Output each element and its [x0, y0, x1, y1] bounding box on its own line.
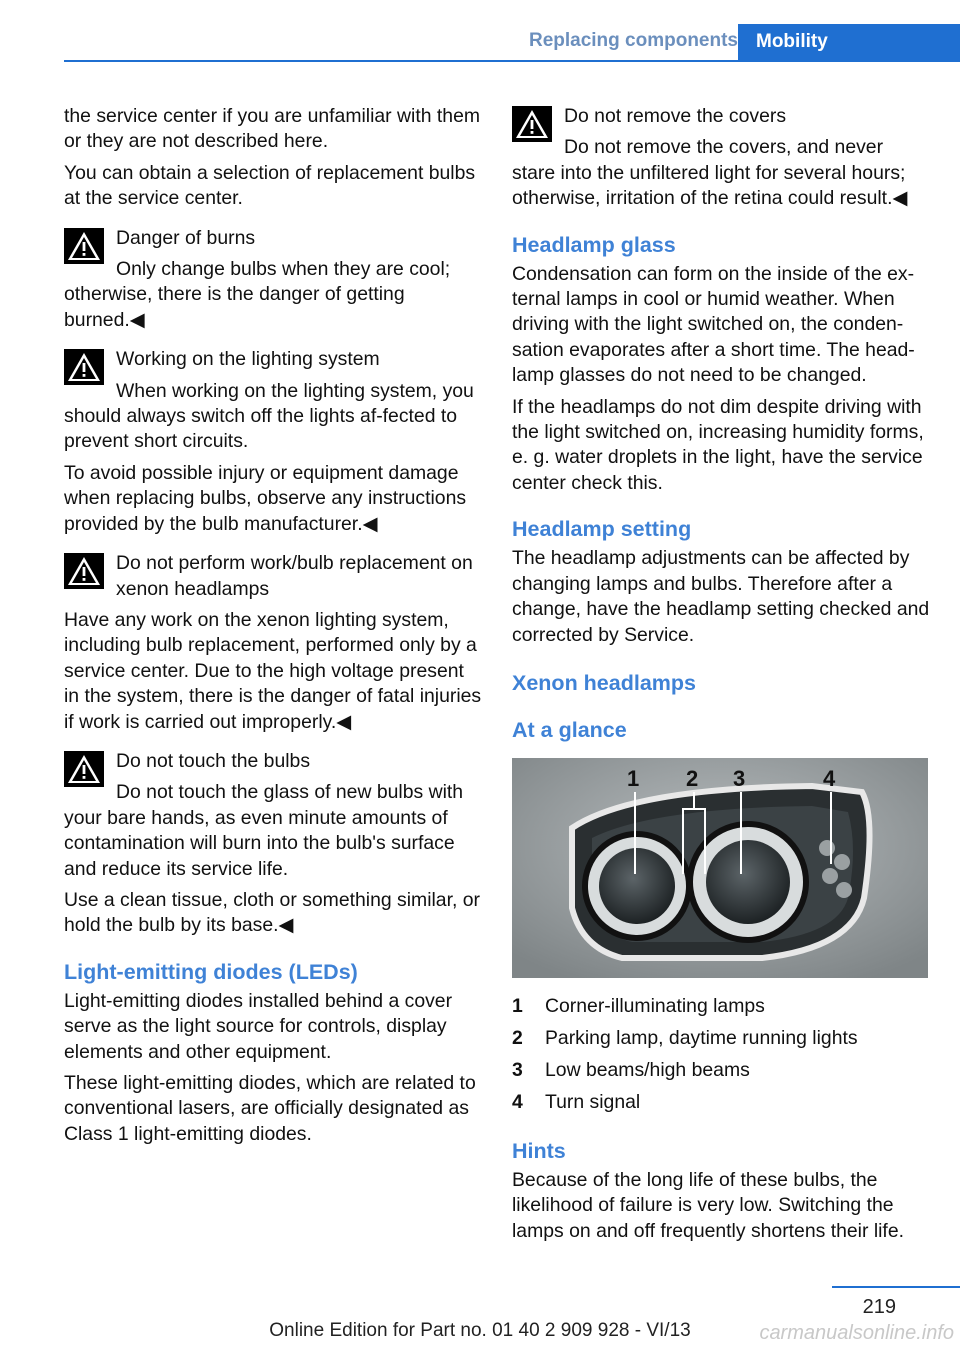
setting-paragraph: The headlamp adjustments can be affected by changing lamps and bulbs. Therefore after a change, have the headlamp setting checked and corrected by Service.: [512, 547, 930, 646]
footer-rule: [832, 1286, 960, 1288]
warning-title: Do not touch the bulbs: [116, 749, 311, 772]
intro-paragraph-1: the service center if you are unfamiliar with them or they are not described here.: [64, 105, 480, 153]
legend-number: 4: [512, 1090, 523, 1113]
glass-paragraph-2: If the headlamps do not dim despite driving with the light switched on, increasing humidity forms, e. g. water droplets in the light, have the service center check this.: [512, 395, 924, 494]
warning-body: Only change bulbs when they are cool; otherwise, there is the danger of getting burned.◀: [64, 258, 451, 331]
warning-title: Do not remove the covers: [564, 105, 787, 127]
callout-line: [682, 808, 706, 810]
warning-body: Do not touch the glass of new bulbs with your bare hands, as even minute amounts of contamination will burn into the bulb's surface and reduce its service life.: [64, 781, 464, 880]
warning-triangle-icon: [64, 751, 104, 787]
legend-item: [512, 990, 930, 1022]
subsection-heading-at-a-glance: At a glance: [512, 717, 627, 742]
warning-triangle-icon: [64, 349, 104, 385]
legend-number: 3: [512, 1058, 523, 1081]
callout-label-4: 4: [823, 765, 836, 791]
intro-paragraph-2: You can obtain a selection of replacement bulbs at the service center.: [64, 161, 476, 210]
warning-lighting-system: [64, 347, 482, 537]
section-heading-headlamp-setting: Headlamp setting: [512, 517, 692, 542]
warning-triangle-icon: [512, 106, 552, 142]
section-heading-xenon: Xenon headlamps: [512, 670, 696, 695]
page-number: 219: [862, 1296, 896, 1318]
right-column: [512, 104, 930, 1250]
headlamp-figure: [512, 758, 928, 978]
legend-item: [512, 1086, 930, 1118]
header-chapter-tab: Mobility: [738, 24, 960, 62]
header-section-title: Replacing components: [528, 30, 738, 51]
legend-text: Parking lamp, daytime running lights: [545, 1026, 858, 1049]
warning-xenon: [64, 551, 482, 735]
callout-label-3: 3: [733, 765, 746, 791]
warning-title: Working on the lighting system: [116, 348, 380, 371]
legend-text: Corner-illuminating lamps: [545, 994, 765, 1017]
led-paragraph-2: These light-emitting diodes, which are related to conventional lasers, are officially designated as Class 1 light-emitting diodes.: [64, 1072, 476, 1145]
callout-line: [830, 792, 832, 864]
section-heading-leds: Light-emitting diodes (LEDs): [64, 959, 358, 984]
legend-item: [512, 1022, 930, 1054]
callout-line: [740, 792, 742, 874]
warning-triangle-icon: [64, 228, 104, 264]
legend-number: 1: [512, 994, 523, 1017]
callout-line: [682, 808, 684, 874]
legend-number: 2: [512, 1026, 523, 1049]
callout-line: [634, 792, 636, 874]
edition-note: Online Edition for Part no. 01 40 2 909 928 - VI/13: [269, 1320, 691, 1341]
warning-body-continued: Use a clean tissue, cloth or something similar, or hold the bulb by its base.◀: [64, 888, 480, 937]
warning-covers: [512, 104, 930, 212]
page-header: [64, 24, 960, 62]
page-footer: [0, 1282, 960, 1362]
warning-body-continued: To avoid possible injury or equipment damage when replacing bulbs, observe any instructions provided by the bulb manufacturer.◀: [64, 461, 467, 535]
headlamp-illustration: [512, 758, 928, 978]
left-column: [64, 104, 482, 1153]
glass-paragraph-1: Condensation can form on the inside of the ex‐ternal lamps in cool or humid weather. When driving with the light switched on, the conden‐sation evaporates after a short time. The head‐lamp glasses do not need to be changed.: [512, 262, 915, 387]
legend-item: [512, 1054, 930, 1086]
warning-triangle-icon: [64, 553, 104, 589]
hints-paragraph: Because of the long life of these bulbs, the likelihood of failure is very low. Switching the lamps on and off frequently shortens their life.: [512, 1168, 904, 1242]
header-rule: [64, 60, 960, 62]
watermark-text: carmanualsonline.info: [759, 1322, 954, 1344]
figure-legend: [512, 990, 930, 1118]
callout-label-1: 1: [627, 765, 640, 791]
callout-label-2: 2: [686, 765, 699, 791]
warning-body: When working on the lighting system, you should always switch off the lights af‐fected to prevent short circuits.: [64, 379, 474, 453]
warning-title: Danger of burns: [116, 226, 256, 249]
legend-text: Turn signal: [545, 1090, 641, 1113]
warning-body: Do not remove the covers, and never stare into the unfiltered light for several hours; otherwise, irritation of the retina could result.◀: [512, 136, 908, 210]
warning-touch-bulbs: [64, 749, 482, 939]
section-heading-headlamp-glass: Headlamp glass: [512, 232, 676, 257]
callout-line: [693, 792, 695, 808]
legend-text: Low beams/high beams: [545, 1058, 750, 1081]
warning-burns: [64, 226, 482, 334]
warning-title: Do not perform work/bulb replacement on xenon headlamps: [116, 552, 473, 600]
warning-body: Have any work on the xenon lighting system, including bulb replacement, performed only by a service center. Due to the high voltage present in the system, there is the danger of fatal injuries if work is carried out improperly.◀: [64, 608, 482, 733]
callout-line: [704, 808, 706, 874]
led-paragraph-1: Light-emitting diodes installed behind a cover serve as the light source for controls, display elements and other equipment.: [64, 989, 453, 1063]
section-heading-hints: Hints: [512, 1138, 566, 1163]
